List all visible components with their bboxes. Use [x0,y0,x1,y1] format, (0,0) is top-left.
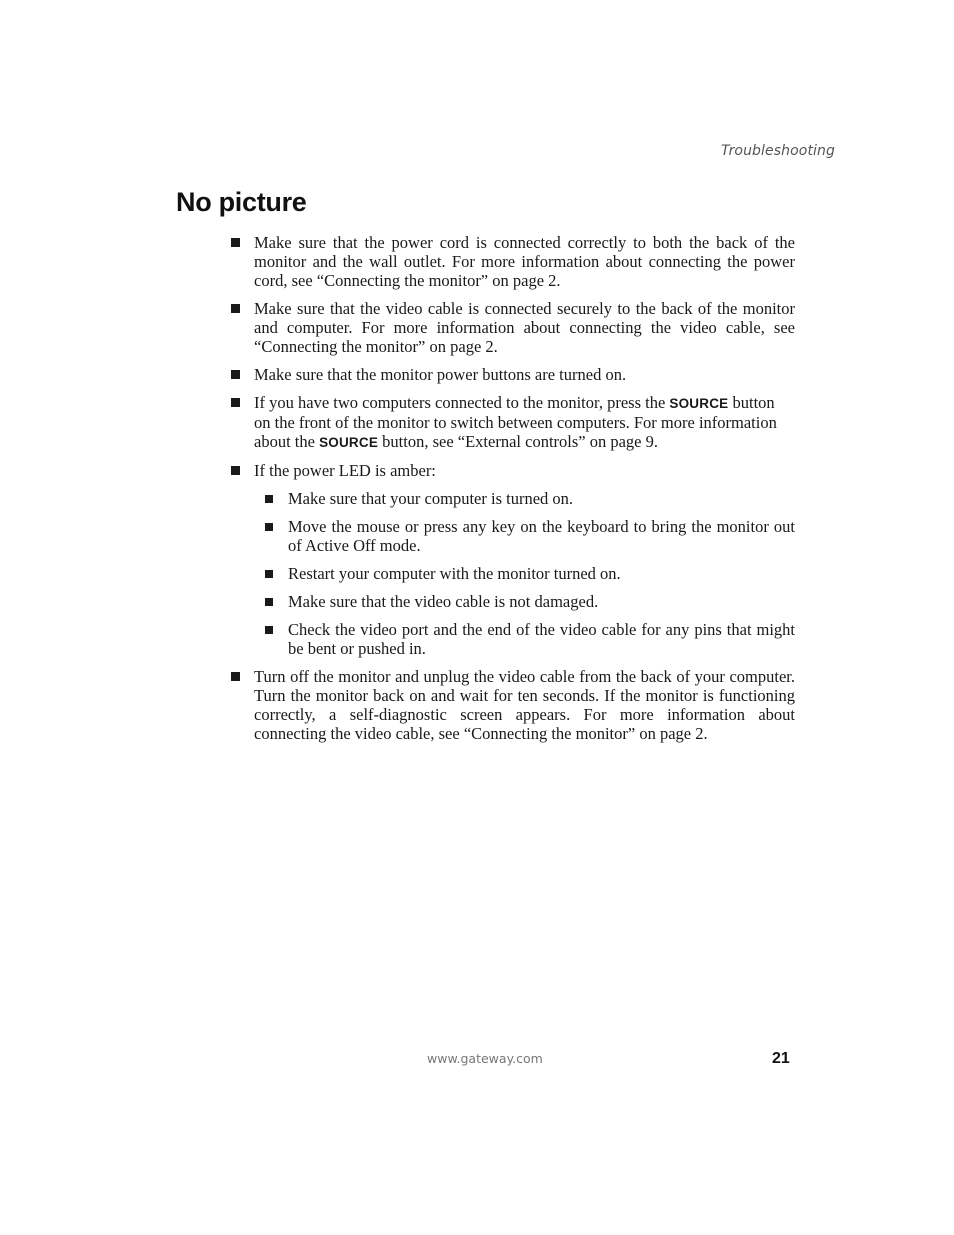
square-bullet-icon [231,238,240,247]
source-key-label: SOURCE [669,396,729,411]
sub-list-item [262,517,795,555]
sub-list-item-text: Make sure that the video cable is not damaged. [288,592,599,611]
list-item-text: Make sure that the video cable is connected securely to the back of the monitor and computer. For more information about connecting the video cable, see “Connecting the monitor” on page 2. [254,299,795,356]
content-body [229,233,795,752]
square-bullet-icon [231,370,240,379]
sub-list-item [262,564,795,583]
page-title: No picture [176,187,307,217]
running-header: Troubleshooting [721,143,835,159]
square-bullet-icon [231,398,240,407]
list-item-text: Make sure that the monitor power buttons are turned on. [254,365,627,384]
sub-list-item [262,592,795,611]
square-bullet-icon [265,598,273,606]
list-item [229,299,795,356]
sub-list-item-text: Check the video port and the end of the video cable for any pins that might be bent or pushed in. [288,620,795,658]
list-item-text: If the power LED is amber: [254,461,436,480]
list-item-text: button, see “External controls” on page 9. [378,432,658,451]
square-bullet-icon [265,495,273,503]
square-bullet-icon [231,304,240,313]
footer-url: www.gateway.com [427,1051,543,1066]
bullet-list [229,233,795,743]
list-item-text: Make sure that the power cord is connected correctly to both the back of the monitor and the wall outlet. For more information about connecting the power cord, see “Connecting the monitor” on page 2. [254,233,795,290]
square-bullet-icon [231,672,240,681]
sub-bullet-list [262,489,795,658]
page-number: 21 [772,1050,790,1067]
list-item [229,461,795,658]
sub-list-item-text: Restart your computer with the monitor turned on. [288,564,621,583]
square-bullet-icon [265,570,273,578]
list-item-text: Turn off the monitor and unplug the video cable from the back of your computer. Turn the monitor back on and wait for ten seconds. If the monitor is functioning correctly, a self-diagnostic screen appears. For more information about connecting the video cable, see “Connecting the monitor” on page 2. [254,667,795,743]
list-item-text: If you have two computers connected to the monitor, press the [254,393,670,412]
sub-list-item-text: Make sure that your computer is turned on. [288,489,574,508]
square-bullet-icon [231,466,240,475]
sub-list-item [262,489,795,508]
list-item [229,393,795,452]
list-item [229,233,795,290]
list-item [229,667,795,743]
sub-list-item-text: Move the mouse or press any key on the keyboard to bring the monitor out of Active Off mode. [288,517,795,555]
list-item [229,365,795,384]
square-bullet-icon [265,626,273,634]
square-bullet-icon [265,523,273,531]
sub-list-item [262,620,795,658]
source-key-label: SOURCE [319,435,379,450]
list-item-text: button on the front of the monitor to switch between computers. For more information about the [254,393,777,451]
